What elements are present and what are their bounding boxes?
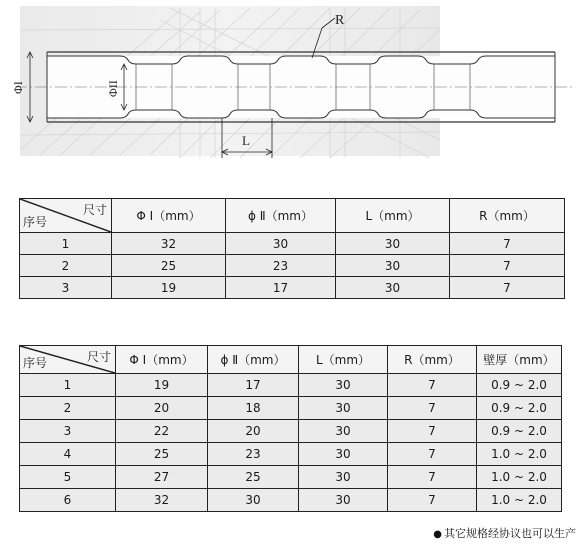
cell-wall: 1.0 ~ 2.0 [477, 466, 562, 489]
cell-r: 7 [388, 420, 477, 443]
cell-phi1: 27 [116, 466, 208, 489]
table-row [20, 466, 562, 489]
spec-table-1 [19, 198, 565, 299]
cell-r: 7 [388, 374, 477, 397]
table1-col-l: L（mm） [336, 199, 450, 233]
cell-phi2: 23 [208, 443, 299, 466]
cell-phi2: 25 [208, 466, 299, 489]
cell-phi2: 17 [208, 374, 299, 397]
table2-corner-cell [20, 346, 116, 374]
table-row [20, 277, 565, 299]
cell-phi1: 25 [116, 443, 208, 466]
table2-col-r: R（mm） [388, 346, 477, 374]
cell-wall: 0.9 ~ 2.0 [477, 420, 562, 443]
l-label: L [242, 133, 250, 148]
table1-corner-cell [20, 199, 112, 233]
table2-col-wall-thickness: 壁厚（mm） [477, 346, 562, 374]
cell-index: 2 [20, 397, 116, 420]
table-row [20, 397, 562, 420]
table-row [20, 443, 562, 466]
cell-index: 3 [20, 277, 112, 299]
cell-phi2: 20 [208, 420, 299, 443]
corner-size-label: 尺寸 [86, 350, 111, 364]
r-label: R [335, 13, 345, 28]
cell-phi2: 17 [226, 277, 336, 299]
cell-l: 30 [336, 255, 450, 277]
cell-l: 30 [299, 489, 388, 512]
cell-l: 30 [336, 277, 450, 299]
spec-table-2 [19, 345, 562, 512]
cell-index: 5 [20, 466, 116, 489]
cell-r: 7 [388, 466, 477, 489]
table-row [20, 489, 562, 512]
cell-phi1: 32 [112, 233, 226, 255]
cell-r: 7 [450, 233, 565, 255]
cell-phi2: 30 [226, 233, 336, 255]
cell-r: 7 [388, 443, 477, 466]
table1-col-r: R（mm） [450, 199, 565, 233]
cell-phi1: 19 [116, 374, 208, 397]
tube-outline [15, 52, 575, 122]
cell-index: 1 [20, 233, 112, 255]
cell-wall: 1.0 ~ 2.0 [477, 489, 562, 512]
cell-index: 4 [20, 443, 116, 466]
table2-col-l: L（mm） [299, 346, 388, 374]
corner-index-label: 序号 [23, 356, 48, 370]
cell-wall: 1.0 ~ 2.0 [477, 443, 562, 466]
cell-r: 7 [388, 489, 477, 512]
table-row [20, 233, 565, 255]
cell-l: 30 [299, 374, 388, 397]
footer-note-text: 其它规格经协议也可以生产 [444, 527, 576, 540]
table-row [20, 255, 565, 277]
cell-phi1: 32 [116, 489, 208, 512]
corner-index-label: 序号 [23, 215, 48, 229]
cell-r: 7 [450, 277, 565, 299]
cell-index: 6 [20, 489, 116, 512]
cell-r: 7 [450, 255, 565, 277]
table1-header-row [20, 199, 565, 233]
table-row [20, 420, 562, 443]
tube-technical-drawing [0, 0, 586, 170]
cell-phi1: 25 [112, 255, 226, 277]
table1-col-phi2: ϕ Ⅱ（mm） [226, 199, 336, 233]
cell-wall: 0.9 ~ 2.0 [477, 397, 562, 420]
bullet-icon: ● [433, 529, 442, 540]
cell-phi2: 18 [208, 397, 299, 420]
table2-header-row [20, 346, 562, 374]
cell-index: 1 [20, 374, 116, 397]
table-row [20, 374, 562, 397]
cell-r: 7 [388, 397, 477, 420]
cell-phi1: 20 [116, 397, 208, 420]
cell-l: 30 [299, 397, 388, 420]
cell-phi1: 22 [116, 420, 208, 443]
cell-l: 30 [299, 443, 388, 466]
cell-wall: 0.9 ~ 2.0 [477, 374, 562, 397]
table2-col-phi2: ϕ Ⅱ（mm） [208, 346, 299, 374]
cell-phi1: 19 [112, 277, 226, 299]
cell-l: 30 [299, 420, 388, 443]
footer-note [433, 525, 576, 541]
cell-phi2: 23 [226, 255, 336, 277]
cell-index: 2 [20, 255, 112, 277]
phi2-label: ΦII [106, 80, 120, 97]
table1-col-phi1: Φ I（mm） [112, 199, 226, 233]
cell-l: 30 [336, 233, 450, 255]
cell-phi2: 30 [208, 489, 299, 512]
corner-size-label: 尺寸 [82, 203, 107, 217]
phi1-label: ΦI [11, 81, 25, 94]
table2-col-phi1: Φ I（mm） [116, 346, 208, 374]
cell-l: 30 [299, 466, 388, 489]
cell-index: 3 [20, 420, 116, 443]
